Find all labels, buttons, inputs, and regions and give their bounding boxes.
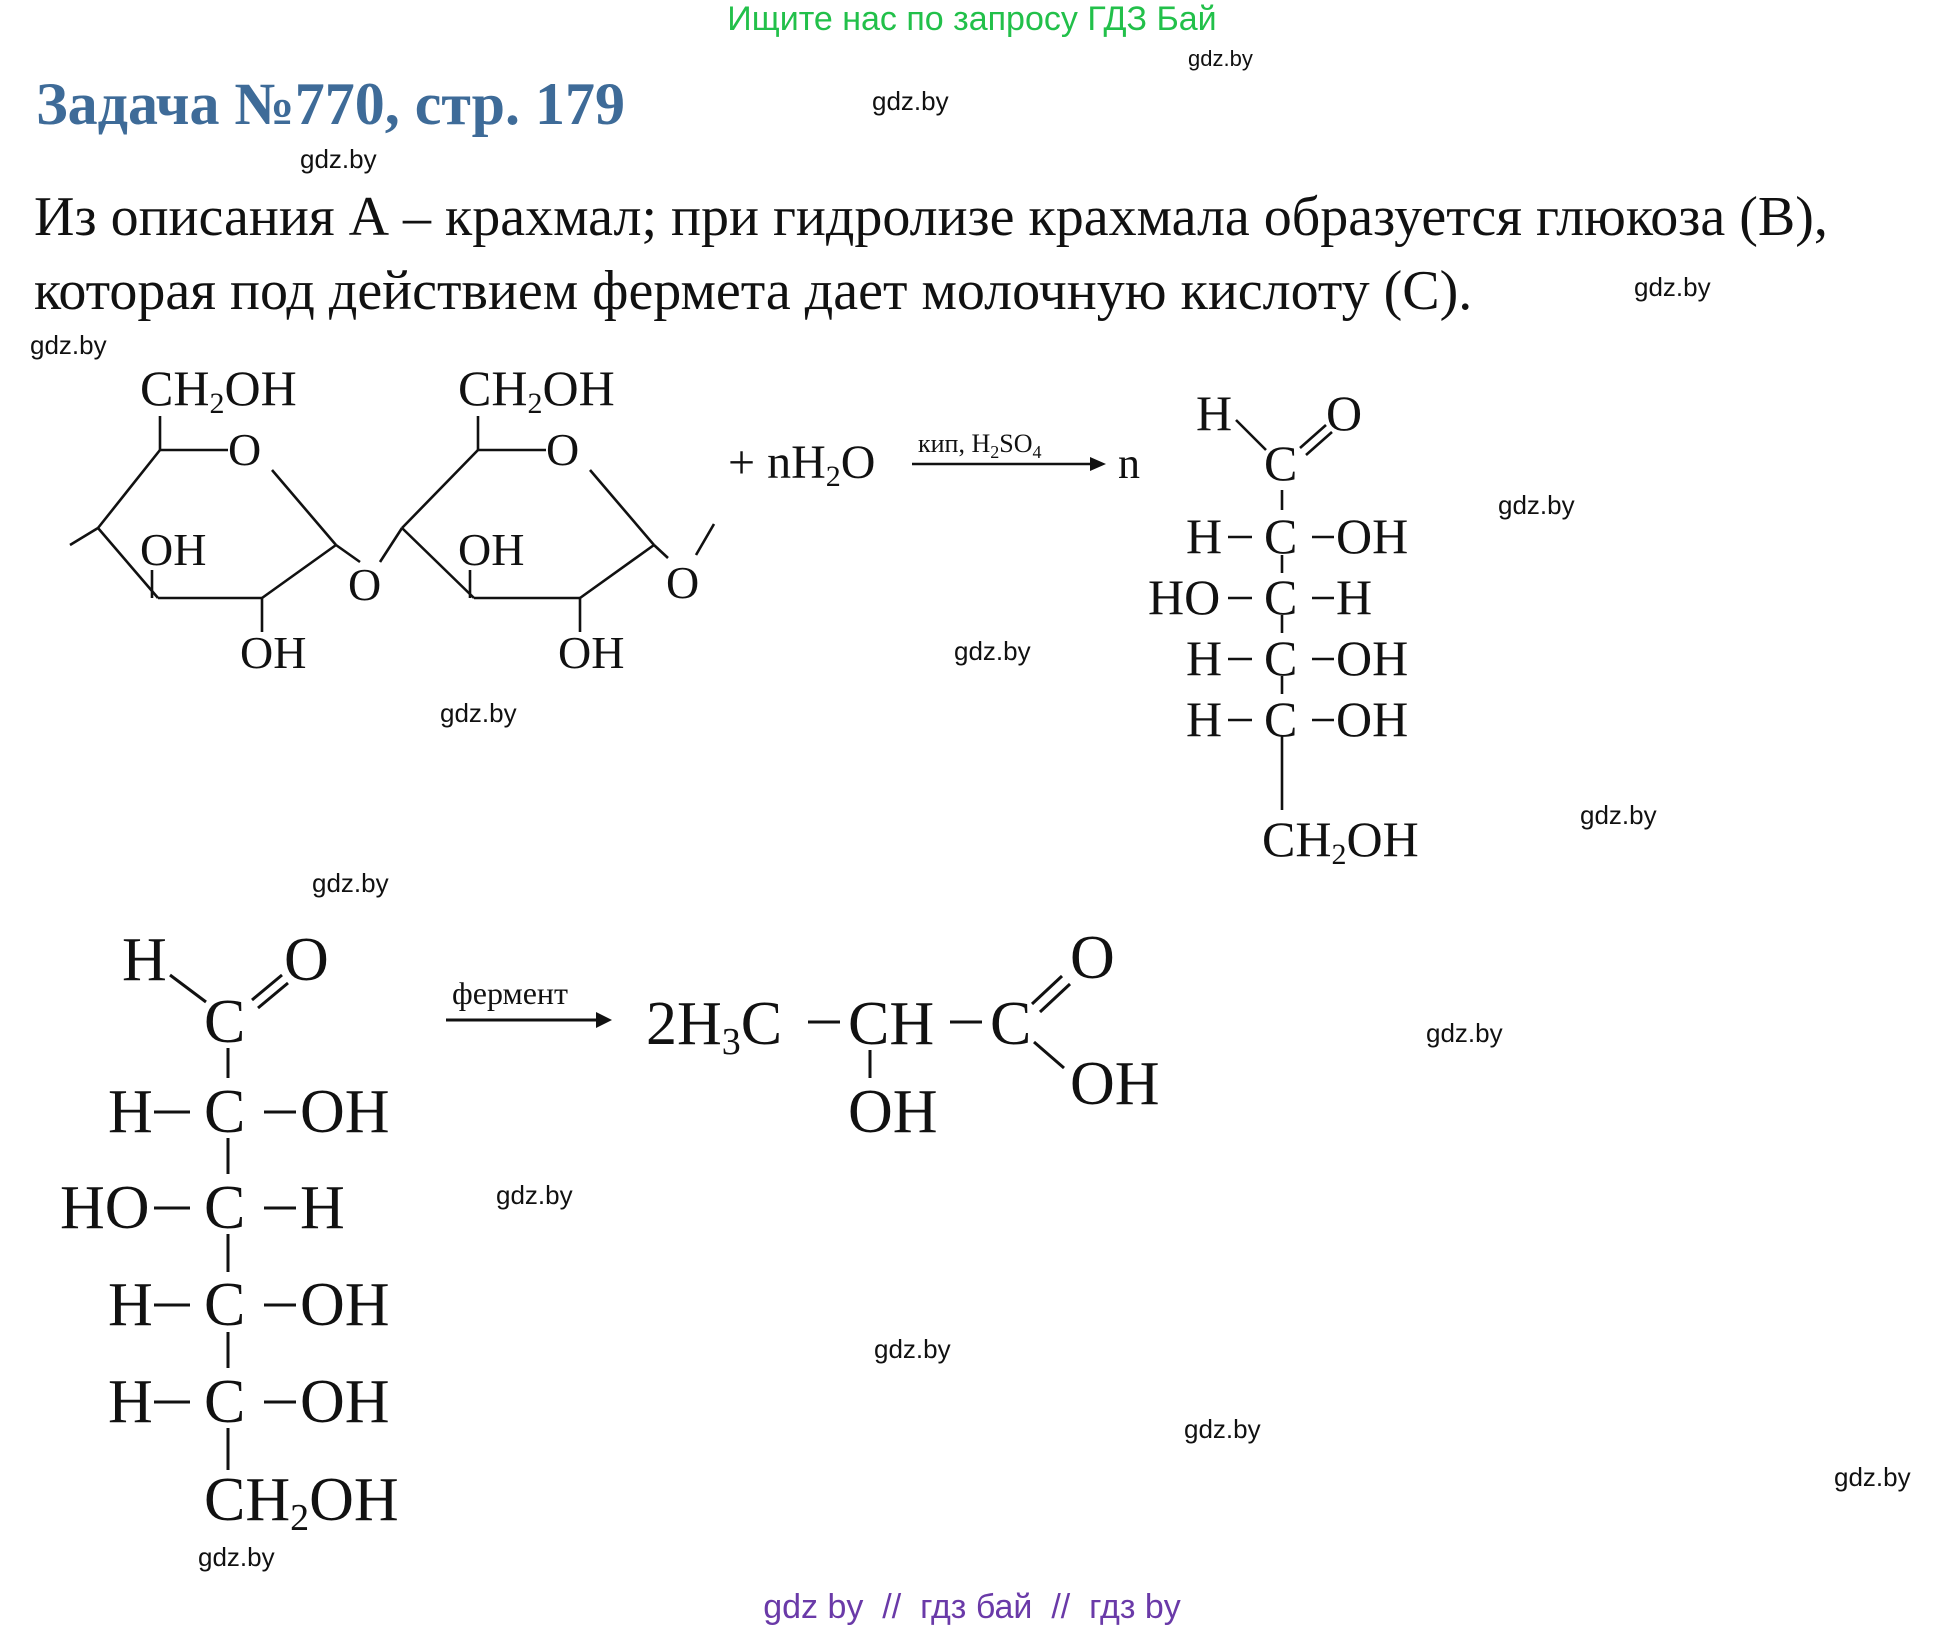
hydroxyl-oh: OH xyxy=(848,1078,938,1146)
ch2oh-label: CH xyxy=(458,360,528,416)
subscript: 4 xyxy=(1032,442,1042,462)
watermark: gdz.by xyxy=(1498,490,1575,520)
watermark: gdz.by xyxy=(1834,1462,1911,1492)
water-o: O xyxy=(840,436,876,489)
condition-label: фермент xyxy=(452,975,569,1011)
row-left: H xyxy=(1186,691,1223,747)
row-left: HO xyxy=(60,1174,150,1242)
svg-text:2H3C xyxy=(646,990,782,1063)
row-right: OH xyxy=(300,1078,390,1146)
carbon: C xyxy=(1264,630,1298,686)
reaction-2 xyxy=(446,924,1160,1146)
oh-label: OH xyxy=(224,360,297,416)
coefficient-2: 2 xyxy=(646,990,677,1058)
carbon: C xyxy=(204,1078,246,1146)
watermark: gdz.by xyxy=(300,144,377,174)
aldehyde-h: H xyxy=(122,926,167,994)
svg-text:CH2OH xyxy=(1262,811,1419,871)
row-left: H xyxy=(108,1078,153,1146)
svg-text:кип, H2SO4 xyxy=(918,429,1042,462)
watermark: gdz.by xyxy=(1580,800,1657,830)
svg-text:CH2OH xyxy=(204,1466,399,1539)
reaction-1 xyxy=(728,429,1140,493)
end-tail: OH xyxy=(309,1466,399,1534)
subscript: 2 xyxy=(990,442,1000,462)
paragraph-line-2: которая под действием фермета дает молочную кислоту (С). xyxy=(34,260,1473,322)
page-title: Задача №770, стр. 179 xyxy=(36,71,625,137)
watermark: gdz.by xyxy=(198,1542,275,1572)
arrow-head xyxy=(1090,457,1106,471)
carboxyl-oh: OH xyxy=(1070,1050,1160,1118)
ch2oh-label: CH xyxy=(140,360,210,416)
end-tail: OH xyxy=(1346,811,1419,867)
row-left: HO xyxy=(1148,569,1221,625)
glucose-structure-2 xyxy=(60,926,399,1539)
row-right: OH xyxy=(300,1368,390,1436)
watermark: gdz.by xyxy=(30,330,107,360)
condition-label: кип, H xyxy=(918,429,991,458)
methyl-c: C xyxy=(740,990,783,1058)
row-left: H xyxy=(1186,630,1223,686)
aldehyde-h: H xyxy=(1196,385,1233,441)
subscript: 2 xyxy=(1331,838,1347,871)
carbon: C xyxy=(204,988,246,1056)
oh-label: OH xyxy=(542,360,615,416)
watermark: gdz.by xyxy=(954,636,1031,666)
carbon: C xyxy=(1264,569,1298,625)
carboxyl-c: C xyxy=(990,990,1032,1058)
svg-text:+ nH2O xyxy=(728,436,875,493)
paragraph-line-1: Из описания А – крахмал; при гидролизе крахмала образуется глюкоза (В), xyxy=(34,186,1828,248)
watermark: gdz.by xyxy=(1426,1018,1503,1048)
end-group: CH xyxy=(1262,811,1332,867)
plus-water: + nH xyxy=(728,436,826,489)
carbon: C xyxy=(204,1368,246,1436)
subscript: 3 xyxy=(721,1021,741,1063)
svg-text:CH2OH xyxy=(140,360,297,420)
subscript: 2 xyxy=(825,460,841,493)
end-group: CH xyxy=(204,1466,291,1534)
row-right: H xyxy=(300,1174,345,1242)
row-right: H xyxy=(1336,569,1373,625)
oh-label: OH xyxy=(240,627,307,678)
carbon: C xyxy=(1264,435,1298,491)
row-right: OH xyxy=(300,1271,390,1339)
starch-structure xyxy=(140,360,699,678)
row-right: OH xyxy=(1336,630,1409,686)
ring-oxygen: O xyxy=(546,424,580,475)
carboxyl-o: O xyxy=(1070,924,1115,992)
watermark: gdz.by xyxy=(496,1180,573,1210)
row-left: H xyxy=(108,1368,153,1436)
oh-label: OH xyxy=(140,524,207,575)
subscript: 2 xyxy=(527,387,543,420)
aldehyde-o: O xyxy=(1326,385,1363,441)
carbon: C xyxy=(1264,508,1298,564)
carbon: C xyxy=(204,1174,246,1242)
ring-oxygen: O xyxy=(228,424,262,475)
methyl-h: H xyxy=(677,990,722,1058)
subscript: 2 xyxy=(290,1497,310,1539)
watermark: gdz.by xyxy=(1634,272,1711,302)
row-right: OH xyxy=(1336,691,1409,747)
subscript: 2 xyxy=(209,387,225,420)
glucose-structure-1 xyxy=(1148,385,1419,871)
watermark: gdz.by xyxy=(440,698,517,728)
arrow-head xyxy=(596,1012,612,1028)
row-left: H xyxy=(108,1271,153,1339)
aldehyde-o: O xyxy=(284,926,329,994)
bridge-oxygen: O xyxy=(666,557,700,608)
svg-text:CH2OH xyxy=(458,360,615,420)
carbon: C xyxy=(1264,691,1298,747)
watermark: gdz.by xyxy=(1184,1414,1261,1444)
row-left: H xyxy=(1186,508,1223,564)
watermark: gdz.by xyxy=(312,868,389,898)
row-right: OH xyxy=(1336,508,1409,564)
ch-group: CH xyxy=(848,990,935,1058)
watermark: gdz.by xyxy=(872,86,949,116)
oh-label: OH xyxy=(458,524,525,575)
carbon: C xyxy=(204,1271,246,1339)
oh-label: OH xyxy=(558,627,625,678)
condition-so: SO xyxy=(999,429,1033,458)
bridge-oxygen: O xyxy=(348,559,382,610)
watermark: gdz.by xyxy=(874,1334,951,1364)
search-banner: Ищите нас по запросу ГДЗ Бай xyxy=(727,0,1217,38)
watermark: gdz.by xyxy=(1188,46,1253,71)
footer-links: gdz by // гдз бай // гдз by xyxy=(763,1588,1181,1626)
coefficient-n: n xyxy=(1118,439,1140,488)
